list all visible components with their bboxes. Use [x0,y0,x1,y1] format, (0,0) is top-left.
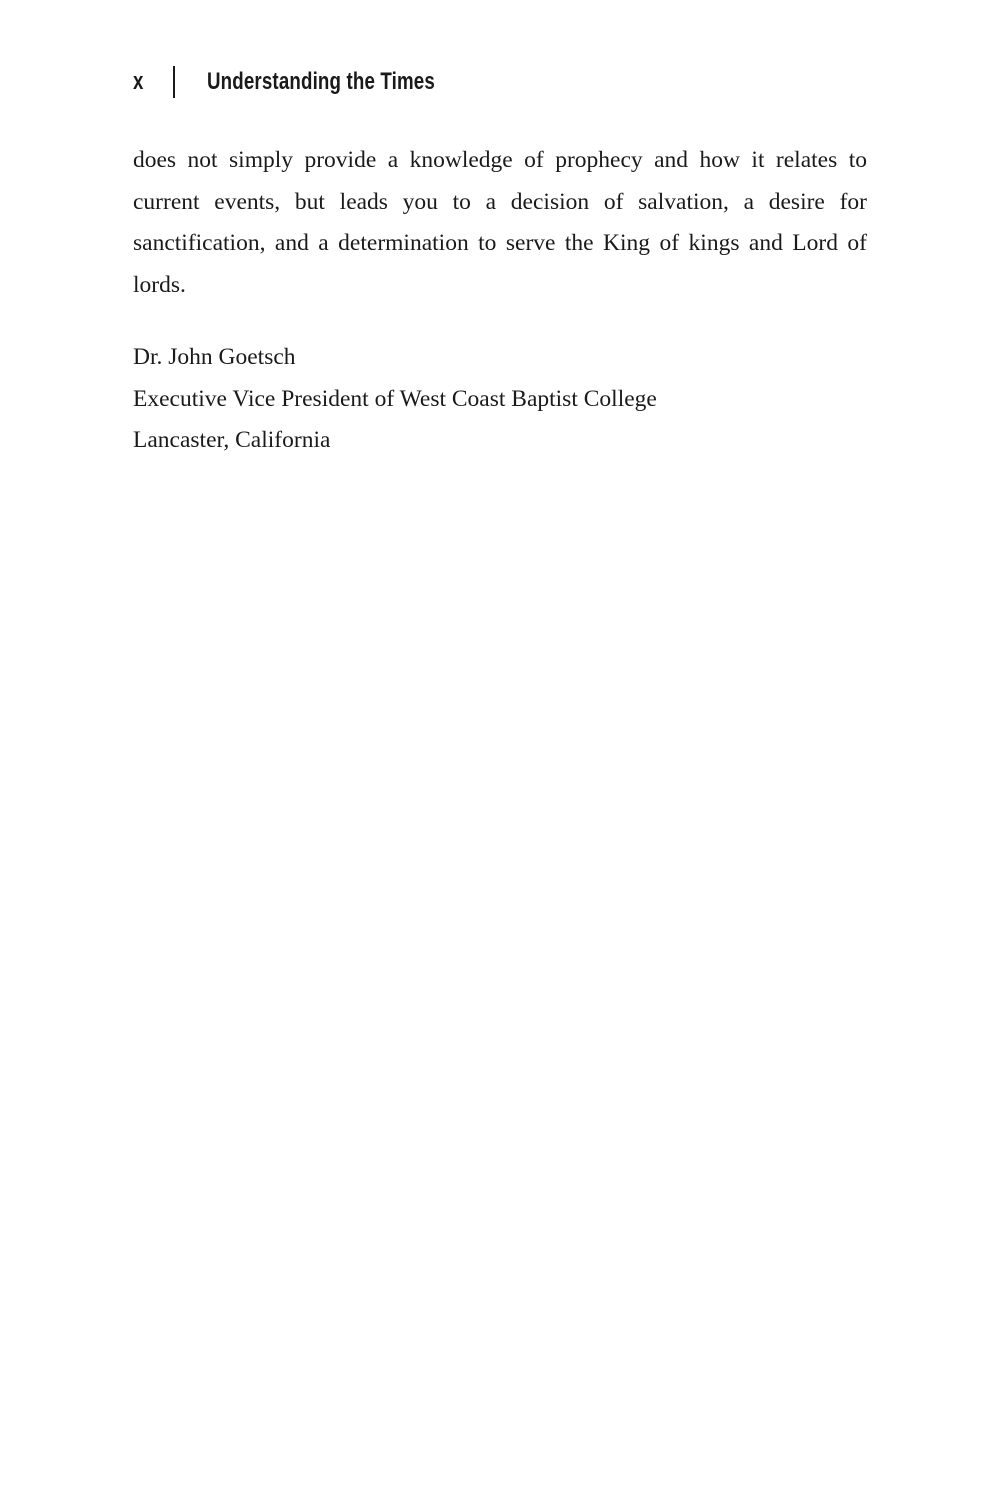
header-divider [173,66,175,98]
signature-block [133,337,867,462]
signature-name: Dr. John Goetsch [133,344,296,370]
page-number: x [133,68,144,95]
body-paragraph: does not simply provide a knowledge of prophecy and how it relates to current events, but leads you to a decision of salvation, a desire for sanctification, and a determination to serve the King of kings and Lord of lords. [133,147,867,298]
running-title: Understanding the Times [207,68,435,95]
signature-location: Lancaster, California [133,427,331,453]
running-head [133,62,499,102]
signature-position: Executive Vice President of West Coast Baptist College [133,385,657,412]
